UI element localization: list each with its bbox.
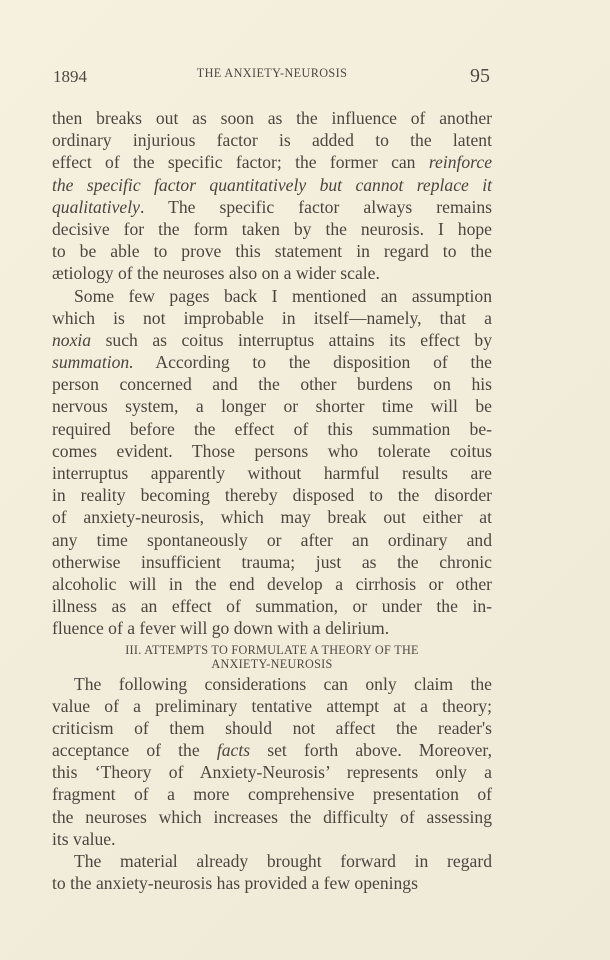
section-heading-line: ANXIETY-NEUROSIS xyxy=(211,656,333,671)
text-line: to the anxiety-neurosis has provided a few openings xyxy=(52,873,418,894)
italic-emphasis: qualitatively xyxy=(52,196,140,217)
running-head xyxy=(52,62,492,92)
text-line: this ‘Theory of Anxiety-Neurosis’ represents only a xyxy=(52,762,492,783)
text-line: comes evident. Those persons who tolerate coitus xyxy=(52,440,492,461)
text-line: required before the effect of this summation be- xyxy=(52,418,492,439)
text-line: otherwise insufficient trauma; just as the chronic xyxy=(52,551,492,572)
text-line: acceptance of the facts set forth above. Moreover, xyxy=(52,740,492,761)
text-line: nervous system, a longer or shorter time will be xyxy=(52,396,492,417)
text-line: to be able to prove this statement in regard to the xyxy=(52,241,492,262)
italic-emphasis: facts xyxy=(216,740,251,761)
section-heading xyxy=(52,643,492,671)
running-head-year: 1894 xyxy=(53,67,87,86)
text-line: The material already brought forward in regard xyxy=(74,851,492,871)
paragraph-material xyxy=(52,850,492,894)
italic-emphasis: the specific factor quantitatively but cannot replace it xyxy=(52,174,492,195)
text-line: criticism of them should not affect the reader's xyxy=(52,717,492,738)
text-line: ætiology of the neuroses also on a wider scale. xyxy=(52,263,380,284)
text-line: fluence of a fever will go down with a delirium. xyxy=(52,618,390,639)
text-line: illness as an effect of summation, or under the in- xyxy=(52,596,492,617)
text-line: Some few pages back I mentioned an assumption xyxy=(74,285,492,306)
running-head-title: THE ANXIETY-NEUROSIS xyxy=(196,66,348,80)
text-line: alcoholic will in the end develop a cirrhosis or other xyxy=(52,573,492,594)
section-heading-line: III. ATTEMPTS TO FORMULATE A THEORY OF THE xyxy=(125,642,419,657)
text-line: of anxiety-neurosis, which may break out either at xyxy=(52,507,492,528)
text-line: any time spontaneously or after an ordinary and xyxy=(52,529,492,550)
italic-emphasis: noxia xyxy=(52,329,92,350)
paragraph-summation xyxy=(52,285,492,640)
text-line: summation. According to the disposition of the xyxy=(52,352,492,373)
text-line: the neuroses which increases the difficulty of assessing xyxy=(52,806,492,827)
text-line xyxy=(52,174,492,196)
text-line: fragment of a more comprehensive presentation of xyxy=(52,784,492,805)
text-line: decisive for the form taken by the neurosis. I hope xyxy=(52,218,492,239)
body-text xyxy=(52,107,492,894)
italic-emphasis: reinforce xyxy=(428,152,492,173)
page-number: 95 xyxy=(470,65,490,87)
text-line: effect of the specific factor; the former can reinforce xyxy=(52,152,492,173)
paragraph-continued xyxy=(52,107,492,285)
text-line: then breaks out as soon as the influence of another xyxy=(52,108,492,128)
text-line: its value. xyxy=(52,828,116,849)
paragraph-theory xyxy=(52,673,492,851)
italic-emphasis: summation. xyxy=(52,352,134,373)
text-line: value of a preliminary tentative attempt at a theory; xyxy=(52,695,492,716)
text-line: The following considerations can only claim the xyxy=(74,673,492,694)
text-line: noxia such as coitus interruptus attains its effect by xyxy=(52,329,492,350)
text-line: which is not improbable in itself—namely, that a xyxy=(52,307,492,328)
text-line: qualitatively. The specific factor always remains xyxy=(52,196,492,217)
text-line: person concerned and the other burdens on his xyxy=(52,374,492,395)
text-line: ordinary injurious factor is added to the latent xyxy=(52,130,492,151)
text-line: in reality becoming thereby disposed to the disorder xyxy=(52,485,492,506)
text-line: interruptus apparently without harmful results are xyxy=(52,463,492,483)
